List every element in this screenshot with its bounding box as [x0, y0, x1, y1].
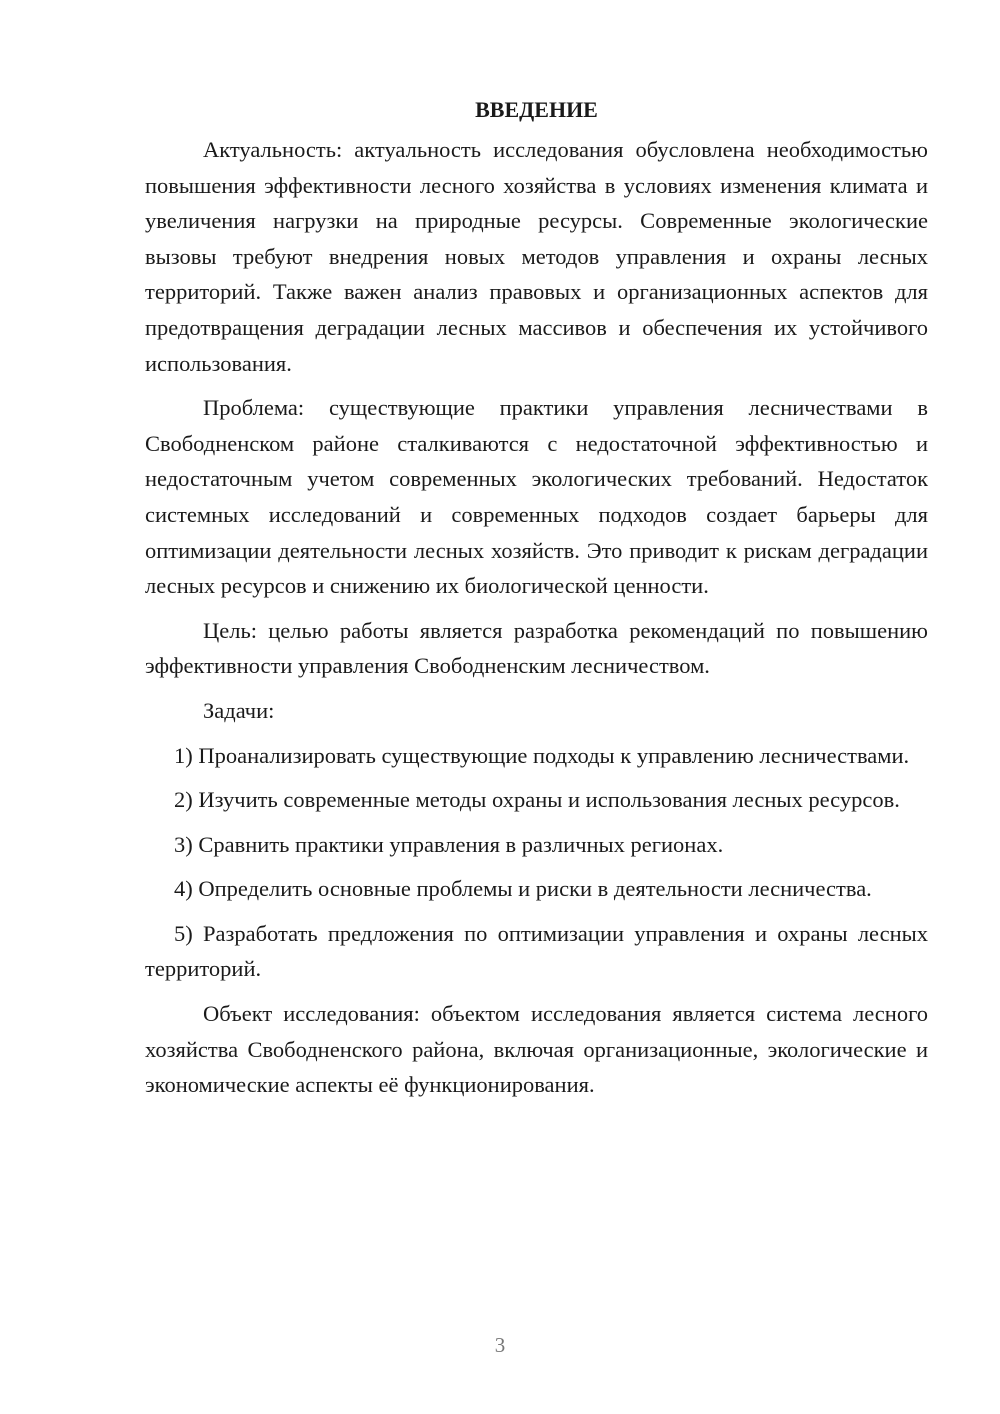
paragraph-tasks-heading: Задачи:	[203, 697, 275, 723]
page-number: 3	[494, 1333, 506, 1357]
paragraph-problem: Проблема: существующие практики управления лесничествами в Свободненском районе сталкиваются с недостаточной эффективностью и недостаточным учетом современных экологических требований. Недостаток системных исследований и современных подходов создает барьеры для оптимизации деятельности лесных хозяйств. Это приводит к рискам деградации лесных ресурсов и снижению их биологической ценности.	[145, 395, 928, 599]
paragraph-goal: Цель: целью работы является разработка рекомендаций по повышению эффективности управления Свободненским лесничеством.	[145, 617, 928, 679]
task-item-1: 1) Проанализировать существующие подходы к управлению лесничествами.	[174, 742, 910, 768]
task-item-3: 3) Сравнить практики управления в различных регионах.	[174, 831, 724, 857]
document-title: ВВЕДЕНИЕ	[475, 97, 598, 122]
task-item-2: 2) Изучить современные методы охраны и использования лесных ресурсов.	[174, 787, 900, 813]
paragraph-relevance: Актуальность: актуальность исследования обусловлена необходимостью повышения эффективности лесного хозяйства в условиях изменения климата и увеличения нагрузки на природные ресурсы. Современные экологические вызовы требуют внедрения новых методов управления и охраны лесных территорий. Также важен анализ правовых и организационных аспектов для предотвращения деградации лесных массивов и обеспечения их устойчивого использования.	[145, 137, 928, 376]
task-item-5: 5) Разработать предложения по оптимизации управления и охраны лесных территорий.	[145, 920, 928, 982]
task-item-4: 4) Определить основные проблемы и риски в деятельности лесничества.	[174, 876, 872, 902]
paragraph-research-object: Объект исследования: объектом исследования является система лесного хозяйства Свободненского района, включая организационные, экологические и экономические аспекты её функционирования.	[145, 1001, 928, 1098]
document-page	[145, 92, 928, 1112]
